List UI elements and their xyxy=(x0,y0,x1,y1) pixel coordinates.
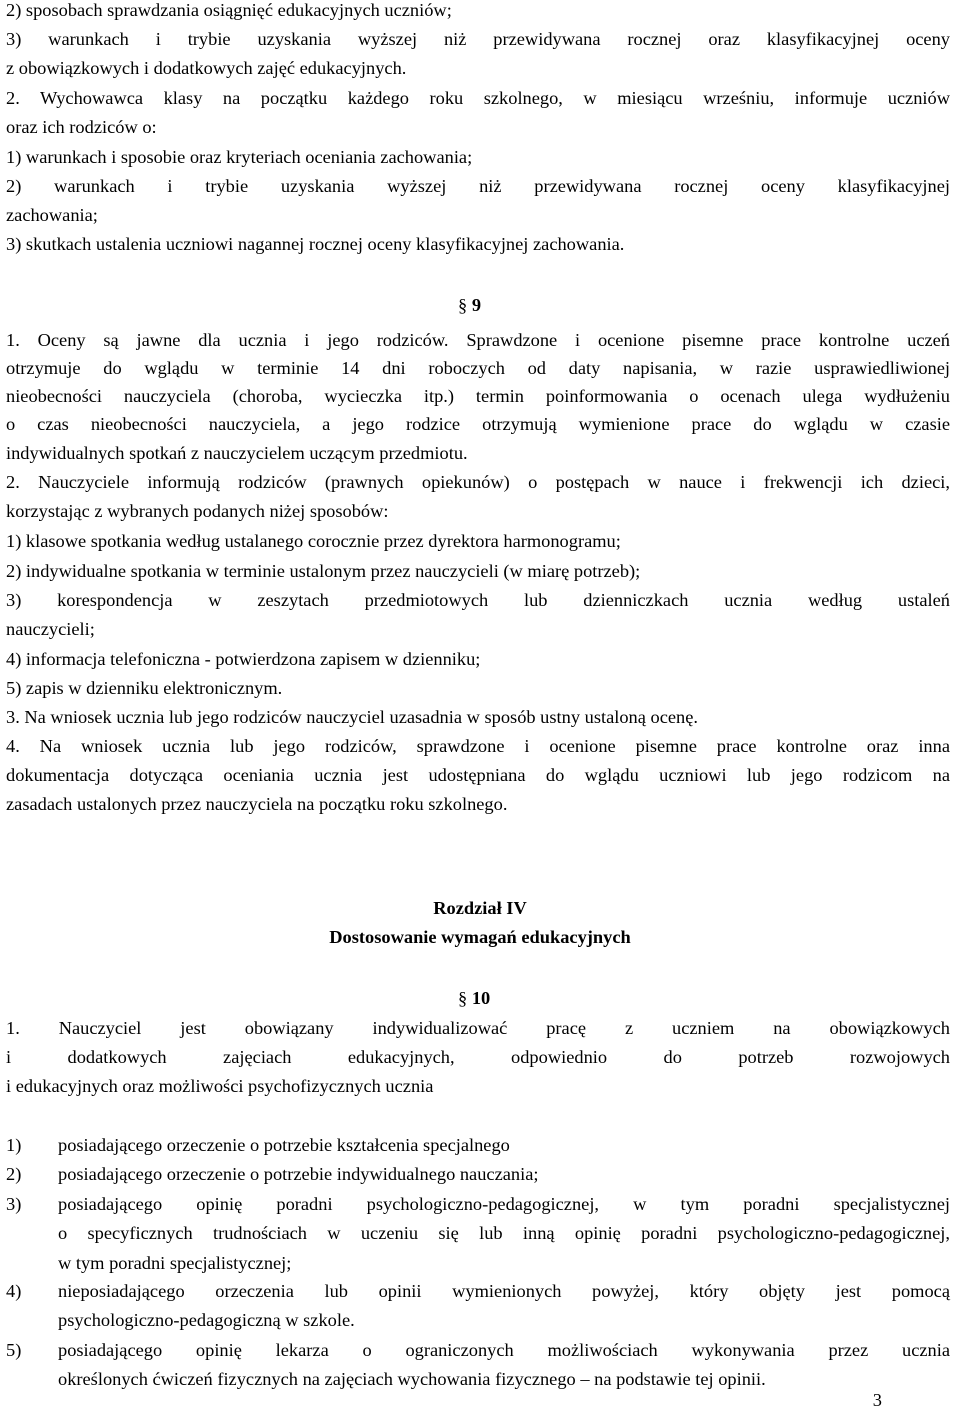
list-item-number: 2) xyxy=(6,1164,22,1184)
text-line: 1) klasowe spotkania według ustalanego corocznie przez dyrektora harmonogramu; xyxy=(6,531,621,551)
list-item-text: posiadającego orzeczenie o potrzebie kształcenia specjalnego xyxy=(58,1135,510,1155)
text-line: 5) zapis w dzienniku elektronicznym. xyxy=(6,678,283,698)
text-line: 2) indywidualne spotkania w terminie ustalonym przez nauczycieli (w miarę potrzeb); xyxy=(6,561,641,581)
chapter-title: Rozdział IV xyxy=(433,898,527,918)
text-line: otrzymuje do wglądu w terminie 14 dni roboczych od daty napisania, w razie usprawiedliwionej xyxy=(6,358,950,378)
section-symbol: § xyxy=(458,295,468,315)
list-item-number: 5) xyxy=(6,1340,22,1360)
text-line: 1) warunkach i sposobie oraz kryteriach oceniania zachowania; xyxy=(6,147,473,167)
text-line: i dodatkowych zajęciach edukacyjnych, odpowiednio do potrzeb rozwojowych xyxy=(6,1047,950,1067)
text-line: 3) warunkach i trybie uzyskania wyższej niż przewidywana rocznej oraz klasyfikacyjnej oceny xyxy=(6,29,950,49)
text-line: 2) warunkach i trybie uzyskania wyższej niż przewidywana rocznej oceny klasyfikacyjnej xyxy=(6,176,950,196)
list-item-text: posiadającego orzeczenie o potrzebie indywidualnego nauczania; xyxy=(58,1164,539,1184)
text-line: 1. Nauczyciel jest obowiązany indywidualizować pracę z uczniem na obowiązkowych xyxy=(6,1018,950,1038)
text-line: 2. Nauczyciele informują rodziców (prawnych opiekunów) o postępach w nauce i frekwencji ich dzieci, xyxy=(6,472,950,492)
text-line: 2. Wychowawca klasy na początku każdego roku szkolnego, w miesiącu wrześniu, informuje uczniów xyxy=(6,88,950,108)
text-line: 4) informacja telefoniczna - potwierdzona zapisem w dzienniku; xyxy=(6,649,481,669)
text-line: nieobecności nauczyciela (choroba, wycieczka itp.) termin poinformowania o ocenach ulega wydłużeniu xyxy=(6,386,950,406)
text-line: 3. Na wniosek ucznia lub jego rodziców nauczyciel uzasadnia w sposób ustny ustaloną ocenę. xyxy=(6,707,698,727)
text-line: dokumentacja dotycząca oceniania ucznia jest udostępniana do wglądu uczniowi lub jego rodzicom na xyxy=(6,765,950,785)
text-line: zachowania; xyxy=(6,205,98,225)
text-line: i edukacyjnych oraz możliwości psychofizycznych ucznia xyxy=(6,1076,434,1096)
text-line: 3) skutkach ustalenia uczniowi nagannej rocznej oceny klasyfikacyjnej zachowania. xyxy=(6,234,625,254)
text-line: korzystając z wybranych podanych niżej sposobów: xyxy=(6,501,389,521)
text-line: 3) korespondencja w zeszytach przedmiotowych lub dzienniczkach ucznia według ustaleń xyxy=(6,590,950,610)
text-line: oraz ich rodziców o: xyxy=(6,117,157,137)
text-line: indywidualnych spotkań z nauczycielem uczącym przedmiotu. xyxy=(6,443,468,463)
list-item-text: określonych ćwiczeń fizycznych na zajęciach wychowania fizycznego – na podstawie tej opinii. xyxy=(58,1369,766,1390)
list-item-number: 3) xyxy=(6,1194,22,1214)
list-item-text: w tym poradni specjalistycznej; xyxy=(58,1252,292,1273)
page-number: 3 xyxy=(872,1390,882,1410)
text-line: z obowiązkowych i dodatkowych zajęć edukacyjnych. xyxy=(6,58,407,78)
section-heading-10 xyxy=(458,984,490,1013)
text-line: 4. Na wniosek ucznia lub jego rodziców, sprawdzone i ocenione pisemne prace kontrolne oraz inna xyxy=(6,736,950,756)
section-number: 10 xyxy=(471,988,491,1008)
section-heading-9 xyxy=(458,291,481,320)
chapter-subtitle: Dostosowanie wymagań edukacyjnych xyxy=(329,927,631,947)
list-item-number: 4) xyxy=(6,1281,22,1301)
list-item-text: o specyficznych trudnościach w uczeniu się lub inną opinię poradni psychologiczno-pedagogicznej, xyxy=(58,1223,950,1244)
list-item-text: psychologiczno-pedagogiczną w szkole. xyxy=(58,1310,355,1331)
section-symbol: § xyxy=(458,988,468,1008)
list-item-number: 1) xyxy=(6,1135,22,1155)
list-item-text: nieposiadającego orzeczenia lub opinii wymienionych powyżej, który objęty jest pomocą xyxy=(58,1281,950,1301)
list-item-text: posiadającego opinię lekarza o ograniczonych możliwościach wykonywania przez ucznia xyxy=(58,1340,950,1360)
text-line: nauczycieli; xyxy=(6,619,95,639)
section-number: 9 xyxy=(471,295,482,315)
text-line: zasadach ustalonych przez nauczyciela na początku roku szkolnego. xyxy=(6,794,508,814)
text-line: 1. Oceny są jawne dla ucznia i jego rodziców. Sprawdzone i ocenione pisemne prace kontrolne uczeń xyxy=(6,330,950,350)
list-item-text: posiadającego opinię poradni psychologiczno-pedagogicznej, w tym poradni specjalistycznej xyxy=(58,1194,950,1214)
text-line: 2) sposobach sprawdzania osiągnięć edukacyjnych uczniów; xyxy=(6,0,452,20)
text-line: o czas nieobecności nauczyciela, a jego rodzice otrzymują wymienione prace do wglądu w czasie xyxy=(6,414,950,434)
